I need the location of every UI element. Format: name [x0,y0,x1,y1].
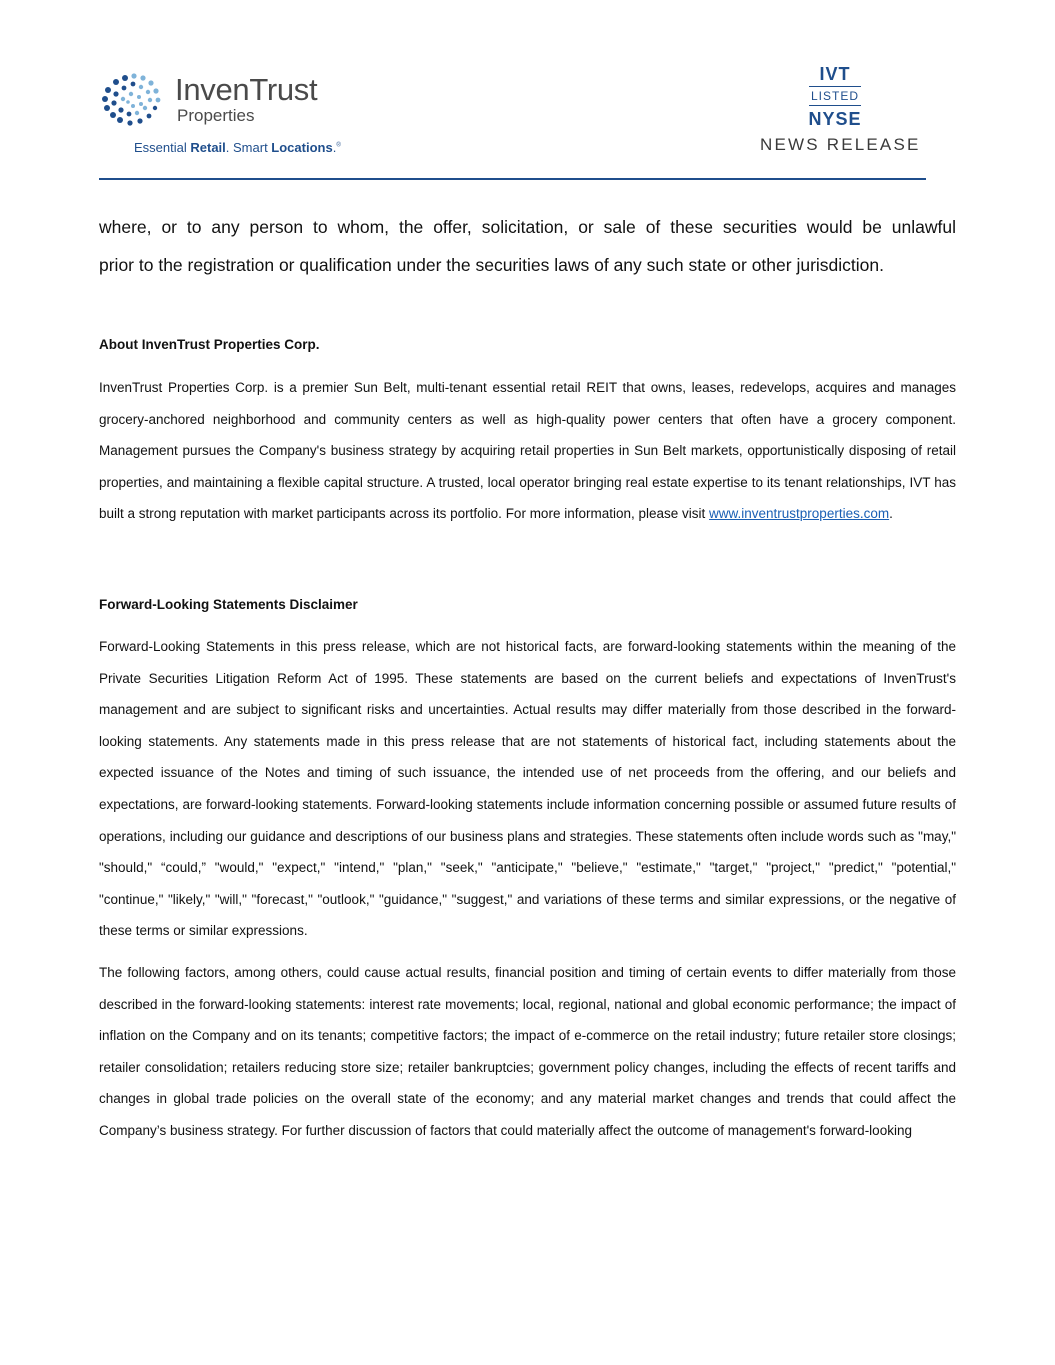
about-heading: About InvenTrust Properties Corp. [99,337,320,352]
brand-name: InvenTrust [175,72,318,107]
website-link[interactable]: www.inventrustproperties.com [709,506,890,522]
tagline-bold-retail: Retail [190,140,226,155]
lead-line-1: where, or to any person to whom, the offer, solicitation, or sale of these securities would be unlawful [99,217,956,237]
brand-subtitle: Properties [177,106,255,125]
about-end: . [889,506,893,522]
inventrust-logo [98,70,358,160]
about-paragraph [99,372,956,530]
globe-logo-icon [98,70,168,132]
tagline-middle: . Smart [225,140,272,155]
document-body [99,208,956,1146]
registered-mark: ® [336,142,341,149]
exchange-name: NYSE [808,109,862,129]
header-divider [99,178,926,180]
ticker-symbol: IVT [819,64,851,84]
listing-badge [760,64,921,155]
brand-tagline [134,140,341,155]
about-body-text: InvenTrust Properties Corp. is a premier Sun Belt, multi-tenant essential retail REIT that owns, leases, redevelops, acquires and manages grocery-anchored neighborhood and community centers as well as high-quality power centers that often have a grocery component. Management pursues the Company's business strategy by acquiring retail properties in Sun Belt markets, opportunistically disposing of retail properties, and maintaining a flexible capital structure. A trusted, local operator bringing real estate expertise to its tenant relationships, IVT has built a strong reputation with market participants across its portfolio. For more information, please visit [99,380,956,522]
tagline-prefix: Essential [134,140,191,155]
listed-label: LISTED [809,86,861,106]
tagline-suffix: . [332,140,337,155]
forward-looking-heading: Forward-Looking Statements Disclaimer [99,596,358,612]
page-header [0,0,1055,190]
news-release-label: NEWS RELEASE [760,135,921,154]
lead-line-2: prior to the registration or qualification under the securities laws of any such state or other jurisdiction. [99,255,884,275]
forward-looking-paragraph-2: The following factors, among others, could cause actual results, financial position and timing of certain events to differ materially from those described in the forward-looking statements: interest rate movements; local, regional, national and global economic performance; the impact of inflation on the Company and on its tenants; competitive factors; the impact of e-commerce on the retail industry; future retailer store closings; retailer consolidation; retailers reducing store size; retailer bankruptcies; government policy changes, including the effects of recent tariffs and changes in global trade policies on the overall state of the economy; and any material market changes and trends that could affect the Company’s business strategy. For further discussion of factors that could materially affect the outcome of management's forward-looking [99,964,956,1138]
forward-looking-paragraph-1: Forward-Looking Statements in this press release, which are not historical facts, are forward-looking statements within the meaning of the Private Securities Litigation Reform Act of 1995. These statements are based on the current beliefs and expectations of InvenTrust's management and are subject to significant risks and uncertainties. Actual results may differ materially from those described in the forward-looking statements. Any statements made in this press release that are not statements of historical fact, including statements about the expected issuance of the Notes and timing of such issuance, the intended use of net proceeds from the offering, and our beliefs and expectations, are forward-looking statements. Forward-looking statements include information concerning possible or assumed future results of operations, including our guidance and descriptions of our business plans and strategies. These statements often include words such as "may," "should," “could,” "would," "expect," "intend," "plan," "seek," "anticipate," "believe," "estimate," "target," "project," "predict," "potential," "continue," "likely," "will," "forecast," "outlook," "guidance," "suggest," and variations of these terms and similar expressions, or the negative of these terms or similar expressions. [99,638,956,939]
tagline-bold-locations: Locations [271,140,333,155]
